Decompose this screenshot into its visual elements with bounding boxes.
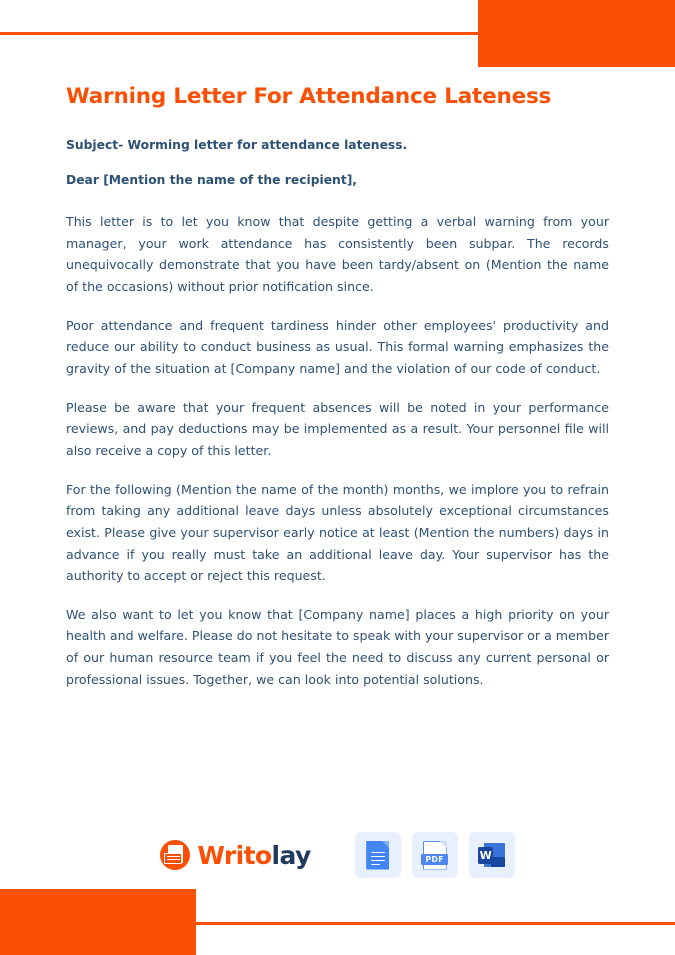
download-google-docs-button[interactable]	[355, 832, 401, 878]
download-word-button[interactable]	[469, 832, 515, 878]
body-paragraph-2: Poor attendance and frequent tardiness hinder other employees' productivity and reduce our ability to conduct business as usual. This formal warning emphasizes the gravity of the situation at [Company name] and the violation of our code of conduct.	[66, 317, 609, 376]
header-accent-rule	[0, 32, 478, 35]
google-docs-icon	[366, 841, 389, 870]
body-paragraph-4: For the following (Mention the name of the month) months, we implore you to refrain from taking any additional leave days unless absolutely exceptional circumstances exist. Please give your supervisor early notice at least (Mention the numbers) days in advance if you really must take an additional leave day. Your supervisor has the authority to accept or reject this request.	[66, 481, 609, 584]
footer-accent-rule	[196, 922, 675, 925]
body-paragraph-3: Please be aware that your frequent absences will be noted in your performance reviews, and pay deductions may be implemented as a result. Your personnel file will also receive a copy of this letter.	[66, 399, 609, 458]
brand-wordmark-secondary: lay	[271, 840, 311, 870]
writolay-logo[interactable]	[160, 840, 310, 870]
pdf-file-icon	[423, 841, 447, 870]
body-paragraph-1: This letter is to let you know that despite getting a verbal warning from your manager, your work attendance has consistently been subpar. The records unequivocally demonstrate that you have been tardy/absent on (Mention the name of the occasions) without prior notification since.	[66, 213, 609, 294]
salutation-line: Dear [Mention the name of the recipient],	[66, 173, 357, 188]
footer-branding-row	[0, 832, 675, 878]
download-buttons	[355, 832, 515, 878]
page-title: Warning Letter For Attendance Lateness	[66, 84, 552, 109]
subject-line: Subject- Worming letter for attendance lateness.	[66, 137, 408, 152]
brand-wordmark-primary: Writo	[197, 840, 272, 870]
pdf-label: PDF	[421, 854, 448, 865]
writolay-document-circle-icon	[160, 840, 190, 870]
download-pdf-button[interactable]	[412, 832, 458, 878]
word-letter-label: W	[479, 848, 492, 862]
brand-wordmark	[197, 840, 311, 870]
header-accent-block	[478, 0, 675, 67]
letter-content	[66, 84, 609, 690]
word-document-icon	[478, 842, 505, 869]
body-paragraph-5: We also want to let you know that [Company name] places a high priority on your health and welfare. Please do not hesitate to speak with your supervisor or a member of our human resource team if you feel the need to discuss any current personal or professional issues. Together, we can look into potential solutions.	[66, 606, 609, 687]
footer-accent-block	[0, 889, 196, 955]
